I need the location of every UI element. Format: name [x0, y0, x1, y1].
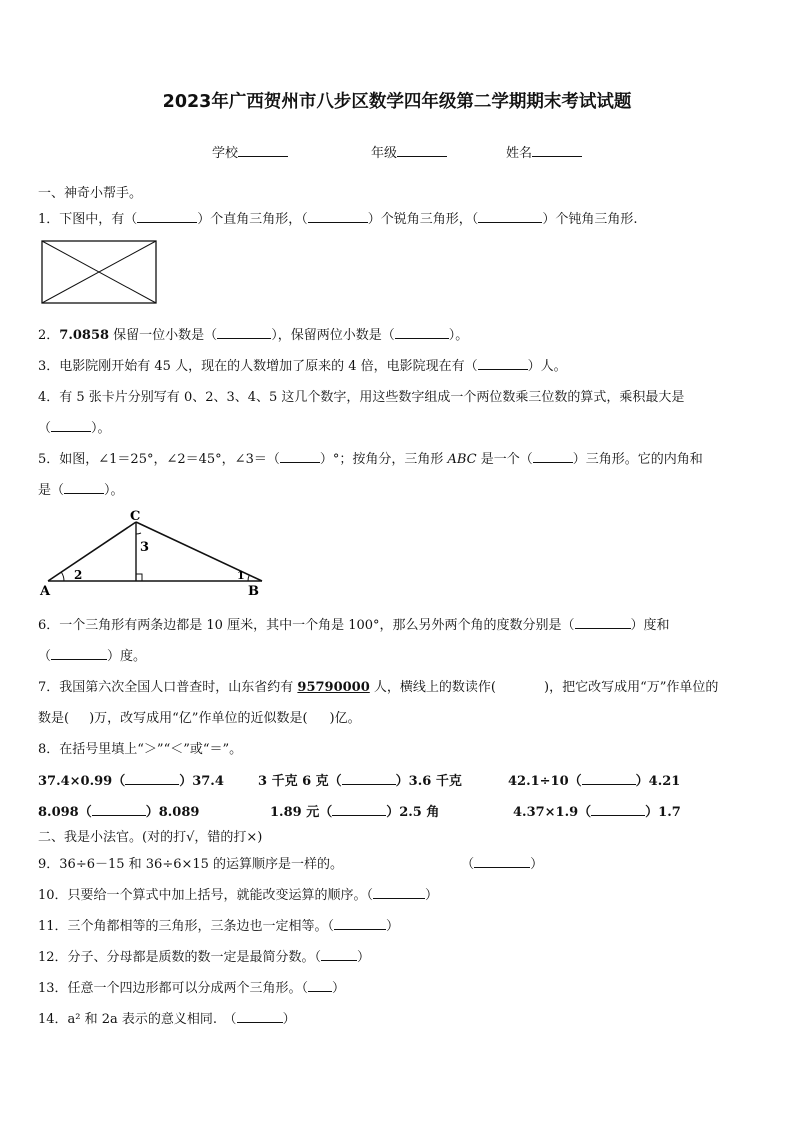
- q7-text-3: )，把它改写成用“万”作单位的: [544, 680, 719, 695]
- school-field: [212, 142, 288, 161]
- q3-text-2: ）人。: [527, 359, 567, 374]
- q13-blank[interactable]: [308, 979, 332, 992]
- q7-text-1: 7．我国第六次全国人口普查时，山东省约有: [38, 680, 298, 695]
- q3-blank[interactable]: [478, 357, 528, 370]
- q6-text-1: 6．一个三角形有两条边都是 10 厘米，其中一个角是 100°，那么另外两个角的度数分别是（: [38, 618, 575, 633]
- q5-text-1: 5．如图，∠1＝25°，∠2＝45°，∠3＝（: [38, 452, 280, 467]
- question-13: [38, 977, 345, 996]
- q1-text-3: ）个锐角三角形，（: [367, 212, 479, 227]
- compare-item-3: [508, 770, 680, 789]
- compare-right: ）1.7: [645, 805, 681, 820]
- question-12: [38, 946, 370, 965]
- q13-text-1: 13．任意一个四边形都可以分成两个三角形。（: [38, 981, 309, 996]
- q6-blank-2[interactable]: [51, 647, 107, 660]
- question-7-line-1: [38, 676, 718, 695]
- page-title: 2023年广西贺州市八步区数学四年级第二学期期末考试试题: [162, 92, 632, 112]
- q9-text-3: ）: [530, 857, 544, 872]
- q4-blank[interactable]: [51, 419, 91, 432]
- q12-text-1: 12．分子、分母都是质数的数一定是最简分数。（: [38, 950, 322, 965]
- q7-text-5: )万，改写成用“亿”作单位的近似数是(: [89, 711, 308, 726]
- q6-text-4: ）度。: [107, 649, 147, 664]
- side-ac: [48, 522, 136, 581]
- q5-triangle-name: ABC: [447, 452, 477, 467]
- grade-field: [371, 142, 447, 161]
- q10-text-2: ）: [425, 888, 439, 903]
- q11-text-2: ）: [386, 919, 400, 934]
- compare-item-1: [38, 770, 224, 789]
- grade-label: 年级: [371, 146, 398, 161]
- q6-text-3: （: [38, 649, 52, 664]
- q3-text-1: 3．电影院刚开始有 45 人，现在的人数增加了原来的 4 倍，电影院现在有（: [38, 359, 478, 374]
- compare-blank[interactable]: [342, 772, 396, 785]
- q5-text-6: ）。: [104, 483, 124, 498]
- q1-blank-3[interactable]: [478, 210, 542, 223]
- q5-text-4: ）三角形。它的内角和: [572, 452, 703, 467]
- question-8: 8．在括号里填上“＞”“＜”或“＝”。: [38, 742, 243, 757]
- compare-item-6: [513, 801, 681, 820]
- question-5-line-1: [38, 448, 703, 467]
- compare-left: 37.4×0.99（: [38, 774, 126, 789]
- question-4-line-2: [38, 417, 111, 436]
- compare-right: ）37.4: [179, 774, 224, 789]
- compare-blank[interactable]: [92, 803, 146, 816]
- question-1: [38, 208, 637, 227]
- rectangle-diagonals-figure: [41, 240, 157, 304]
- compare-right: ）8.089: [145, 805, 200, 820]
- school-blank[interactable]: [238, 144, 288, 157]
- q11-text-1: 11．三个角都相等的三角形，三条边也一定相等。（: [38, 919, 335, 934]
- right-angle-mark: [136, 574, 142, 581]
- question-11: [38, 915, 399, 934]
- angle-2-arc: [61, 572, 64, 581]
- q7-text-6: )亿。: [329, 711, 361, 726]
- q2-number: 2．: [38, 328, 60, 343]
- q5-blank-3[interactable]: [64, 481, 104, 494]
- q4-text-2: （: [38, 421, 52, 436]
- q11-blank[interactable]: [334, 917, 386, 930]
- angle-2-label: 2: [74, 568, 83, 582]
- compare-left: 3 千克 6 克（: [258, 774, 342, 789]
- name-label: 姓名: [506, 146, 533, 161]
- compare-item-4: [38, 801, 199, 820]
- q5-blank-2[interactable]: [533, 450, 573, 463]
- q6-text-2: ）度和: [630, 618, 670, 633]
- compare-left: 42.1÷10（: [508, 774, 582, 789]
- q9-text-2: （: [461, 857, 475, 872]
- q5-text-5: 是（: [38, 483, 65, 498]
- compare-right: ）3.6 千克: [395, 774, 462, 789]
- compare-blank[interactable]: [582, 772, 636, 785]
- q6-blank-1[interactable]: [575, 616, 631, 629]
- triangle-abc-figure: [38, 508, 268, 598]
- compare-left: 8.098（: [38, 805, 92, 820]
- school-label: 学校: [212, 146, 239, 161]
- q2-blank-1[interactable]: [217, 326, 271, 339]
- section-2-heading: 二、我是小法官。(对的打√，错的打×): [38, 830, 263, 845]
- q14-text-1: 14．a² 和 2a 表示的意义相同. （: [38, 1012, 237, 1027]
- q1-blank-1[interactable]: [137, 210, 197, 223]
- name-field: [506, 142, 582, 161]
- section-1-heading: 一、神奇小帮手。: [38, 186, 143, 201]
- compare-right: ）2.5 角: [386, 805, 440, 820]
- question-9: [38, 853, 543, 872]
- question-10: [38, 884, 438, 903]
- q7-population-number: 95790000: [297, 680, 370, 695]
- vertex-a-label: A: [40, 584, 51, 598]
- q5-text-3: 是一个（: [476, 452, 533, 467]
- vertex-c-label: C: [130, 509, 141, 524]
- angle-3-arc: [136, 533, 141, 534]
- q2-blank-2[interactable]: [395, 326, 449, 339]
- q4-text-3: ）。: [91, 421, 111, 436]
- q2-text-1: 保留一位小数是（: [109, 328, 218, 343]
- q1-text-1: 1．下图中，有（: [38, 212, 138, 227]
- vertex-b-label: B: [248, 584, 259, 598]
- q13-text-2: ）: [332, 981, 346, 996]
- compare-item-2: [258, 770, 462, 789]
- q5-text-2: ）°；按角分，三角形: [319, 452, 448, 467]
- q14-blank[interactable]: [237, 1010, 283, 1023]
- q14-text-2: ）: [282, 1012, 296, 1027]
- question-7-line-2: [38, 707, 361, 726]
- q9-text-1: 9．36÷6－15 和 36÷6×15 的运算顺序是一样的。: [38, 857, 344, 872]
- q2-value: 7.0858: [59, 328, 110, 343]
- compare-right: ）4.21: [635, 774, 681, 789]
- question-4-line-1: 4．有 5 张卡片分别写有 0、2、3、4、5 这几个数字，用这些数字组成一个两位数乘三位数的算式，乘积最大是: [38, 390, 685, 405]
- q7-text-2: 人，横线上的数读作(: [369, 680, 496, 695]
- q5-blank-1[interactable]: [280, 450, 320, 463]
- question-2: [38, 324, 468, 343]
- q1-text-2: ）个直角三角形，（: [197, 212, 308, 227]
- q2-text-2: ），保留两位小数是（: [271, 328, 395, 343]
- q10-blank[interactable]: [373, 886, 425, 899]
- grade-blank[interactable]: [397, 144, 447, 157]
- angle-1-label: 1: [237, 569, 245, 582]
- q1-blank-2[interactable]: [308, 210, 368, 223]
- question-3: [38, 355, 567, 374]
- q12-text-2: ）: [357, 950, 371, 965]
- q9-blank[interactable]: [474, 855, 530, 868]
- compare-blank[interactable]: [125, 772, 179, 785]
- q7-text-4: 数是(: [38, 711, 70, 726]
- compare-left: 4.37×1.9（: [513, 805, 592, 820]
- name-blank[interactable]: [532, 144, 582, 157]
- q12-blank[interactable]: [321, 948, 357, 961]
- angle-3-label: 3: [140, 540, 150, 555]
- compare-item-5: [270, 801, 439, 820]
- question-6-line-1: [38, 614, 670, 633]
- compare-blank[interactable]: [332, 803, 386, 816]
- question-14: [38, 1008, 296, 1027]
- q1-text-4: ）个钝角三角形.: [542, 212, 638, 227]
- q10-text-1: 10．只要给一个算式中加上括号，就能改变运算的顺序。（: [38, 888, 374, 903]
- angle-1-arc: [248, 575, 249, 581]
- compare-left: 1.89 元（: [270, 805, 333, 820]
- q2-text-3: ）。: [448, 328, 469, 343]
- compare-blank[interactable]: [591, 803, 645, 816]
- question-5-line-2: [38, 479, 124, 498]
- question-6-line-2: [38, 645, 146, 664]
